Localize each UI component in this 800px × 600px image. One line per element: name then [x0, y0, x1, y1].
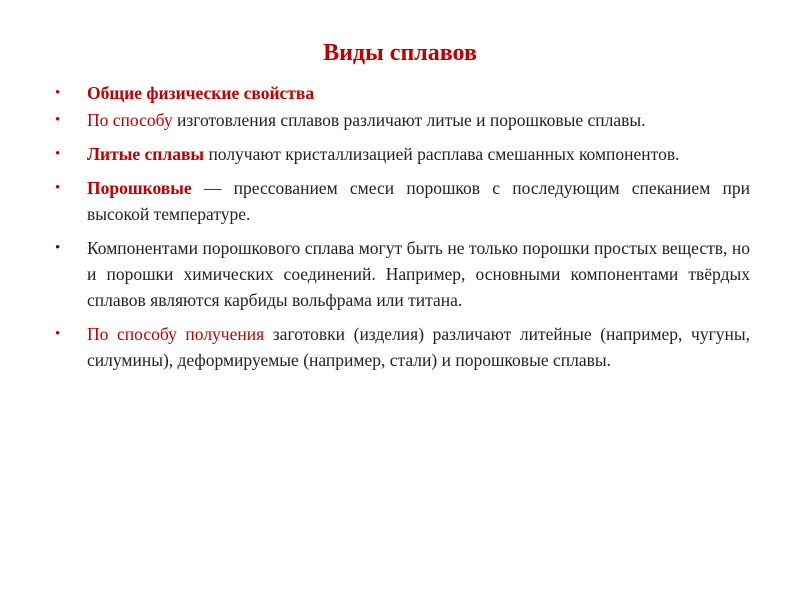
bullet-icon: •	[55, 112, 61, 128]
list-item	[55, 175, 750, 227]
list-item	[55, 321, 750, 373]
item-lead: Порошковые	[87, 178, 192, 198]
list-item	[55, 235, 750, 313]
item-heading: Общие физические свойства	[87, 83, 315, 103]
bullet-icon: •	[55, 85, 61, 101]
item-text: заготовки (изделия) различают литейные (например, чугуны, силумины), деформируемые (например, стали) и порошковые сплавы.	[87, 324, 750, 370]
item-lead: По способу получения	[87, 324, 265, 344]
item-text: — прессованием смеси порошков с последующим спеканием при высокой температуре.	[87, 178, 750, 224]
bullet-icon: •	[55, 326, 61, 342]
item-lead: Литые сплавы	[87, 144, 205, 164]
bullet-icon: •	[55, 180, 61, 196]
item-text: Компонентами порошкового сплава могут быть не только порошки простых веществ, но и порошки химических соединений. Например, основными компонентами твёрдых сплавов являются карбиды вольфрама или титана.	[87, 238, 750, 310]
item-lead: По способу	[87, 110, 173, 130]
slide-title: Виды сплавов	[323, 40, 477, 66]
bullet-icon: •	[55, 146, 61, 162]
bullet-list	[55, 80, 750, 381]
bullet-icon: •	[55, 240, 61, 256]
list-item	[55, 141, 750, 167]
list-item	[55, 80, 750, 106]
item-text: изготовления сплавов различают литые и порошковые сплавы.	[172, 110, 646, 130]
item-text: получают кристаллизацией расплава смешанных компонентов.	[204, 144, 680, 164]
list-item	[55, 107, 750, 133]
